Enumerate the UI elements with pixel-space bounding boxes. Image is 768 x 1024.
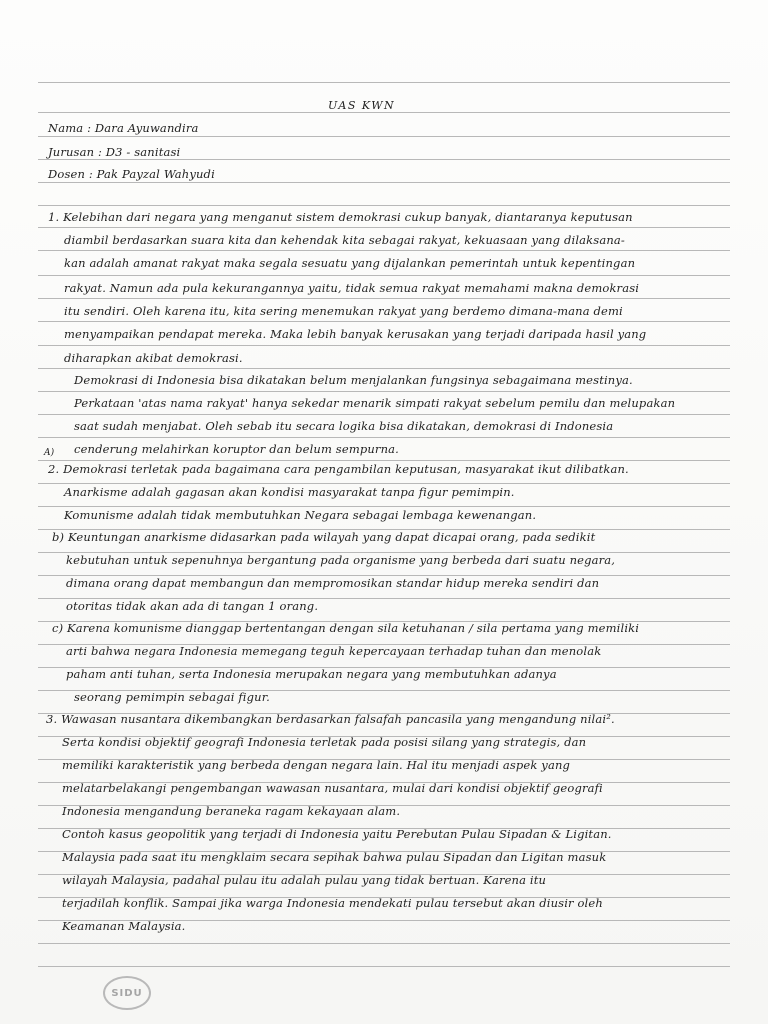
text-line: melatarbelakangi pengembangan wawasan nusantara, mulai dari kondisi objektif geografi <box>62 781 603 795</box>
page-title: UAS KWN <box>328 99 396 112</box>
text-line: itu sendiri. Oleh karena itu, kita sering menemukan rakyat yang berdemo dimana-mana demi <box>64 304 623 318</box>
text-line: 2. Demokrasi terletak pada bagaimana cara pengambilan keputusan, masyarakat ikut dilibatkan. <box>48 462 629 476</box>
sidu-logo: SIDU <box>103 976 151 1010</box>
text-line: Komunisme adalah tidak membutuhkan Negara sebagai lembaga kewenangan. <box>64 508 537 522</box>
text-line: b) Keuntungan anarkisme didasarkan pada wilayah yang dapat dicapai orang, pada sedikit <box>52 530 596 544</box>
text-line: Indonesia mengandung beraneka ragam kekayaan alam. <box>62 804 401 818</box>
lecturer-line: Dosen : Pak Payzal Wahyudi <box>48 167 215 181</box>
text-line: arti bahwa negara Indonesia memegang teguh kepercayaan terhadap tuhan dan menolak <box>66 644 602 658</box>
major-line: Jurusan : D3 - sanitasi <box>48 145 181 159</box>
text-line: cenderung melahirkan koruptor dan belum sempurna. <box>74 442 399 456</box>
text-line: wilayah Malaysia, padahal pulau itu adalah pulau yang tidak bertuan. Karena itu <box>62 873 547 887</box>
text-line: Anarkisme adalah gagasan akan kondisi masyarakat tanpa figur pemimpin. <box>64 485 515 499</box>
text-line: kan adalah amanat rakyat maka segala sesuatu yang dijalankan pemerintah untuk kepentingan <box>64 256 636 270</box>
text-line: Perkataan 'atas nama rakyat' hanya sekedar menarik simpati rakyat sebelum pemilu dan melupakan <box>74 396 676 410</box>
text-line: saat sudah menjabat. Oleh sebab itu secara logika bisa dikatakan, demokrasi di Indonesia <box>74 419 614 433</box>
text-line: Malaysia pada saat itu mengklaim secara sepihak bahwa pulau Sipadan dan Ligitan masuk <box>62 850 607 864</box>
text-line: kebutuhan untuk sepenuhnya bergantung pada organisme yang berbeda dari suatu negara, <box>66 553 616 567</box>
text-line: diharapkan akibat demokrasi. <box>64 351 243 365</box>
text-line: 3. Wawasan nusantara dikembangkan berdasarkan falsafah pancasila yang mengandung nilai². <box>46 712 615 726</box>
text-line: diambil berdasarkan suara kita dan kehendak kita sebagai rakyat, kekuasaan yang dilaksana- <box>64 233 625 247</box>
text-line: memiliki karakteristik yang berbeda dengan negara lain. Hal itu menjadi aspek yang <box>62 758 571 772</box>
text-line: rakyat. Namun ada pula kekurangannya yaitu, tidak semua rakyat memahami makna demokrasi <box>64 281 640 295</box>
text-line: Contoh kasus geopolitik yang terjadi di Indonesia yaitu Perebutan Pulau Sipadan & Ligitan. <box>62 827 612 841</box>
name-line: Nama : Dara Ayuwandira <box>48 121 199 135</box>
text-line: dimana orang dapat membangun dan mempromosikan standar hidup mereka sendiri dan <box>66 576 600 590</box>
text-line: Keamanan Malaysia. <box>62 919 186 933</box>
text-line: menyampaikan pendapat mereka. Maka lebih banyak kerusakan yang terjadi daripada hasil yang <box>64 327 647 341</box>
text-line: otoritas tidak akan ada di tangan 1 orang. <box>66 599 319 613</box>
text-line: Demokrasi di Indonesia bisa dikatakan belum menjalankan fungsinya sebagaimana mestinya. <box>74 373 633 387</box>
text-line: Serta kondisi objektif geografi Indonesia terletak pada posisi silang yang strategis, dan <box>62 735 587 749</box>
text-line: paham anti tuhan, serta Indonesia merupakan negara yang membutuhkan adanya <box>66 667 557 681</box>
text-line: seorang pemimpin sebagai figur. <box>74 690 270 704</box>
margin-mark: A) <box>44 448 55 458</box>
text-line: 1. Kelebihan dari negara yang menganut sistem demokrasi cukup banyak, diantaranya keputusan <box>48 210 633 224</box>
text-line: terjadilah konflik. Sampai jika warga Indonesia mendekati pulau tersebut akan diusir oleh <box>62 896 603 910</box>
text-line: c) Karena komunisme dianggap bertentangan dengan sila ketuhanan / sila pertama yang memiliki <box>52 621 640 635</box>
